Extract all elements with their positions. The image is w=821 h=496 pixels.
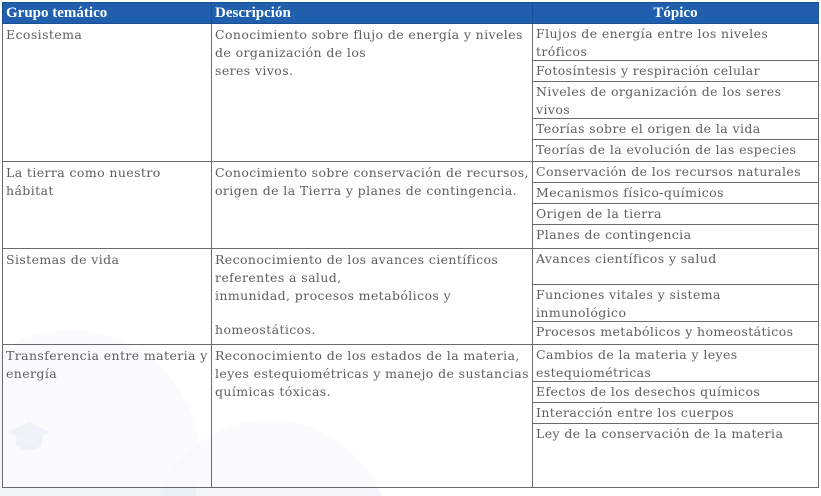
description-cell	[212, 24, 533, 162]
group-cell: Ecosistema	[3, 24, 212, 162]
topic-item: Fotosíntesis y respiración celular	[533, 61, 818, 82]
topic-item: Avances científicos y salud	[533, 249, 818, 285]
topics-table	[2, 2, 819, 488]
header-descripcion: Descripción	[212, 3, 533, 24]
topic-item: Interacción entre los cuerpos	[533, 403, 818, 424]
description-cell	[212, 249, 533, 345]
description-text: Conocimiento sobre conservación de recursos, origen de la Tierra y planes de contingencia.	[215, 165, 529, 198]
group-cell: Sistemas de vida	[3, 249, 212, 345]
topic-item: Origen de la tierra	[533, 204, 818, 225]
description-text: inmunidad, procesos metabólicos y	[215, 288, 452, 303]
topic-item: Teorías de la evolución de las especies	[536, 142, 797, 157]
description-text: homeostáticos.	[215, 322, 316, 337]
group-cell: Transferencia entre materia y energía	[3, 345, 212, 488]
table-row	[3, 345, 819, 488]
table-row	[3, 162, 819, 249]
description-text: seres vivos.	[215, 63, 294, 78]
topic-item: Flujos de energía entre los niveles tróficos	[533, 24, 818, 61]
topic-item: Ley de la conservación de la materia	[536, 426, 784, 441]
header-grupo: Grupo temático	[3, 3, 212, 24]
table-header-row	[3, 3, 819, 24]
topic-item: Cambios de la materia y leyes estequiométricas	[533, 345, 818, 382]
topic-item: Planes de contingencia	[536, 227, 692, 242]
table-row	[3, 249, 819, 345]
topic-item: Niveles de organización de los seres vivos	[533, 82, 818, 119]
topic-item: Funciones vitales y sistema inmunológico	[533, 285, 818, 322]
topics-cell	[533, 345, 819, 488]
topic-item: Procesos metabólicos y homeostáticos	[536, 324, 794, 339]
description-text: Reconocimiento de los estados de la materia, leyes estequiométricas y manejo de sustancias químicas tóxicas.	[215, 348, 529, 399]
group-cell: La tierra como nuestro hábitat	[3, 162, 212, 249]
topic-item: Efectos de los desechos químicos	[533, 382, 818, 403]
description-cell	[212, 162, 533, 249]
topic-item: Teorías sobre el origen de la vida	[533, 119, 818, 140]
topic-item: Conservación de los recursos naturales	[533, 162, 818, 183]
description-text: Conocimiento sobre flujo de energía y niveles de organización de los	[215, 27, 523, 60]
description-cell	[212, 345, 533, 488]
topics-cell	[533, 162, 819, 249]
topics-cell	[533, 24, 819, 162]
header-topico: Tópico	[533, 3, 819, 24]
description-text: Reconocimiento de los avances científicos referentes a salud,	[215, 252, 499, 285]
topics-cell	[533, 249, 819, 345]
table-row	[3, 24, 819, 162]
topic-item: Mecanismos físico-químicos	[533, 183, 818, 204]
